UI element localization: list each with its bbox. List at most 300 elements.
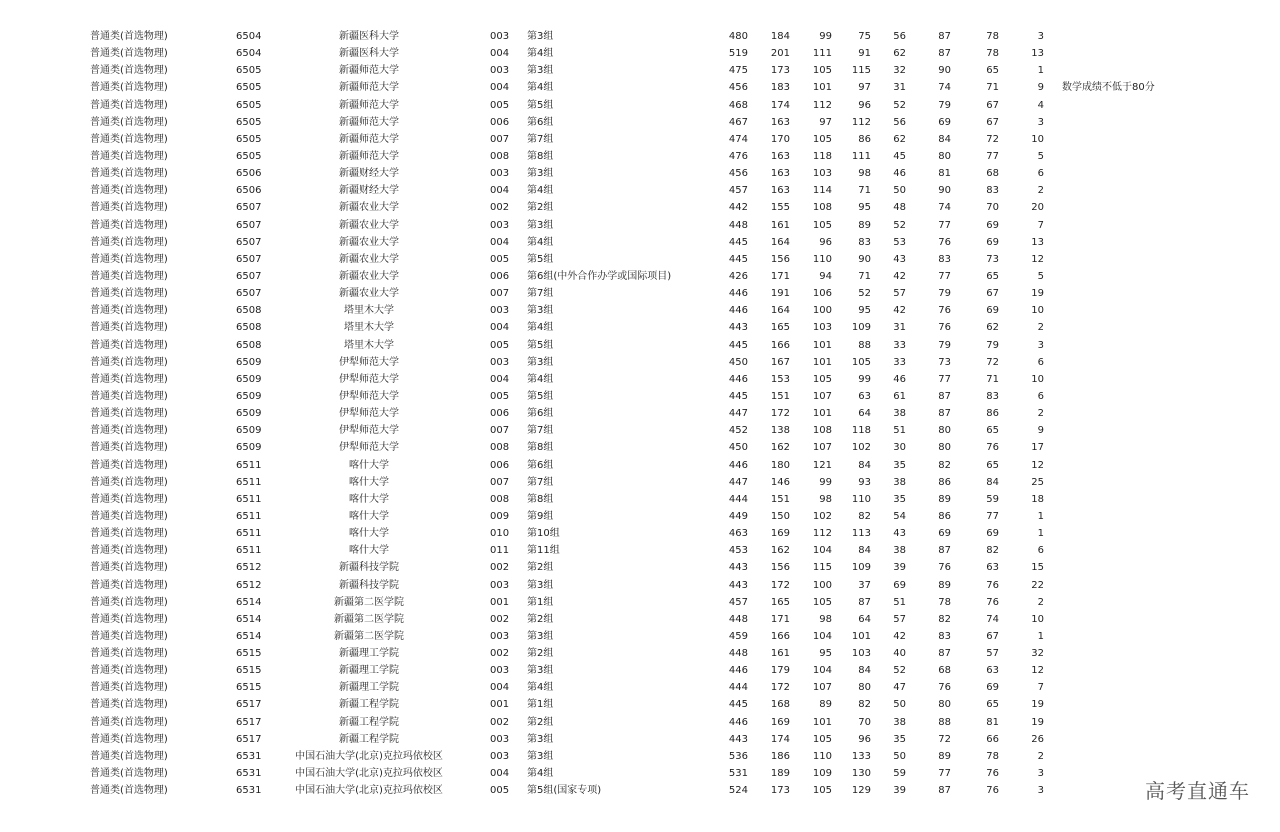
total-score-cell: 448 <box>728 219 748 231</box>
score-col-4-cell: 50 <box>893 699 906 711</box>
total-score-cell: 445 <box>728 253 748 265</box>
score-col-6-cell: 78 <box>986 48 999 60</box>
table-row <box>0 696 1280 713</box>
category-cell: 普通类(首选物理) <box>90 682 168 694</box>
category-cell: 普通类(首选物理) <box>90 339 168 351</box>
score-col-3-cell: 98 <box>858 168 871 180</box>
table-row <box>0 679 1280 696</box>
count-cell: 26 <box>1031 733 1044 745</box>
group-code-cell: 003 <box>490 630 510 642</box>
group-code-cell: 005 <box>490 99 510 111</box>
group-code-cell: 002 <box>490 648 510 660</box>
school-name-cell: 新疆财经大学 <box>339 168 399 180</box>
score-col-1-cell: 184 <box>770 31 790 42</box>
score-col-6-cell: 72 <box>986 133 999 145</box>
total-score-cell: 443 <box>728 733 748 745</box>
school-name-cell: 新疆理工学院 <box>339 665 399 677</box>
school-code-cell: 6511 <box>236 459 262 471</box>
group-name-cell: 第3组 <box>527 733 554 745</box>
score-col-2-cell: 105 <box>812 65 832 77</box>
count-cell: 6 <box>1037 168 1044 180</box>
score-col-1-cell: 146 <box>770 476 790 488</box>
table-row <box>0 748 1280 765</box>
score-col-2-cell: 112 <box>812 528 832 540</box>
score-col-2-cell: 105 <box>812 219 832 231</box>
score-col-1-cell: 150 <box>770 510 790 522</box>
school-name-cell: 新疆工程学院 <box>339 716 399 728</box>
score-col-6-cell: 69 <box>986 219 999 231</box>
group-name-cell: 第1组 <box>527 596 554 608</box>
count-cell: 18 <box>1031 493 1044 505</box>
group-code-cell: 006 <box>490 408 510 420</box>
score-col-3-cell: 82 <box>858 510 871 522</box>
total-score-cell: 446 <box>728 665 748 677</box>
category-cell: 普通类(首选物理) <box>90 442 168 454</box>
school-code-cell: 6508 <box>236 339 262 351</box>
school-code-cell: 6509 <box>236 356 262 368</box>
score-col-6-cell: 59 <box>986 493 999 505</box>
score-col-4-cell: 57 <box>893 288 906 300</box>
group-name-cell: 第3组 <box>527 356 554 368</box>
score-col-4-cell: 50 <box>893 185 906 197</box>
score-col-3-cell: 70 <box>858 716 871 728</box>
school-name-cell: 伊犁师范大学 <box>339 425 399 437</box>
score-col-6-cell: 67 <box>986 99 999 111</box>
score-col-6-cell: 77 <box>986 510 999 522</box>
school-code-cell: 6507 <box>236 270 262 282</box>
category-cell: 普通类(首选物理) <box>90 408 168 420</box>
group-name-cell: 第2组 <box>527 613 554 625</box>
group-code-cell: 005 <box>490 785 510 797</box>
score-col-5-cell: 86 <box>938 476 951 488</box>
group-name-cell: 第7组 <box>527 425 554 437</box>
count-cell: 19 <box>1031 699 1044 711</box>
score-col-2-cell: 96 <box>819 236 832 248</box>
score-col-1-cell: 167 <box>770 356 790 368</box>
group-name-cell: 第4组 <box>527 185 554 197</box>
table-row <box>0 28 1280 45</box>
score-col-1-cell: 156 <box>770 562 790 574</box>
score-col-1-cell: 169 <box>770 716 790 728</box>
group-code-cell: 003 <box>490 65 510 77</box>
group-code-cell: 003 <box>490 356 510 368</box>
group-code-cell: 004 <box>490 82 510 94</box>
group-name-cell: 第3组 <box>527 219 554 231</box>
score-col-6-cell: 78 <box>986 31 999 42</box>
score-col-6-cell: 71 <box>986 373 999 385</box>
score-col-1-cell: 163 <box>770 116 790 128</box>
school-name-cell: 伊犁师范大学 <box>339 390 399 402</box>
total-score-cell: 447 <box>728 408 748 420</box>
group-code-cell: 003 <box>490 579 510 591</box>
count-cell: 5 <box>1037 270 1044 282</box>
category-cell: 普通类(首选物理) <box>90 545 168 557</box>
score-col-3-cell: 37 <box>858 579 871 591</box>
score-col-4-cell: 45 <box>893 150 906 162</box>
group-name-cell: 第2组 <box>527 562 554 574</box>
group-name-cell: 第7组 <box>527 288 554 300</box>
school-code-cell: 6507 <box>236 202 262 214</box>
score-col-4-cell: 62 <box>893 133 906 145</box>
school-code-cell: 6514 <box>236 596 262 608</box>
score-col-1-cell: 151 <box>770 493 790 505</box>
score-col-5-cell: 76 <box>938 305 951 317</box>
total-score-cell: 531 <box>728 768 748 780</box>
score-col-6-cell: 65 <box>986 65 999 77</box>
table-row <box>0 199 1280 216</box>
category-cell: 普通类(首选物理) <box>90 733 168 745</box>
total-score-cell: 480 <box>728 31 748 42</box>
score-col-4-cell: 31 <box>893 82 906 94</box>
score-col-4-cell: 51 <box>893 596 906 608</box>
score-col-5-cell: 78 <box>938 596 951 608</box>
score-col-6-cell: 72 <box>986 356 999 368</box>
table-row <box>0 508 1280 525</box>
total-score-cell: 456 <box>728 82 748 94</box>
score-col-1-cell: 172 <box>770 682 790 694</box>
watermark-text: 高考直通车 <box>1145 779 1250 803</box>
table-row <box>0 731 1280 748</box>
table-row <box>0 628 1280 645</box>
total-score-cell: 456 <box>728 168 748 180</box>
score-col-6-cell: 69 <box>986 236 999 248</box>
group-name-cell: 第9组 <box>527 510 554 522</box>
category-cell: 普通类(首选物理) <box>90 373 168 385</box>
score-col-1-cell: 164 <box>770 236 790 248</box>
score-col-1-cell: 180 <box>770 459 790 471</box>
table-row <box>0 182 1280 199</box>
group-name-cell: 第5组 <box>527 339 554 351</box>
category-cell: 普通类(首选物理) <box>90 493 168 505</box>
group-code-cell: 003 <box>490 733 510 745</box>
score-col-5-cell: 86 <box>938 510 951 522</box>
total-score-cell: 446 <box>728 716 748 728</box>
group-code-cell: 003 <box>490 31 510 42</box>
school-code-cell: 6505 <box>236 82 262 94</box>
group-name-cell: 第4组 <box>527 373 554 385</box>
count-cell: 2 <box>1037 185 1044 197</box>
school-name-cell: 中国石油大学(北京)克拉玛依校区 <box>295 785 443 797</box>
score-col-5-cell: 89 <box>938 750 951 762</box>
count-cell: 1 <box>1037 65 1044 77</box>
table-row <box>0 268 1280 285</box>
score-col-5-cell: 81 <box>938 168 951 180</box>
score-col-2-cell: 94 <box>819 270 832 282</box>
school-code-cell: 6512 <box>236 579 262 591</box>
score-col-2-cell: 101 <box>812 408 832 420</box>
group-code-cell: 007 <box>490 288 510 300</box>
score-col-2-cell: 115 <box>812 562 832 574</box>
table-row <box>0 319 1280 336</box>
school-name-cell: 喀什大学 <box>349 510 389 522</box>
score-col-6-cell: 69 <box>986 305 999 317</box>
table-row <box>0 45 1280 62</box>
count-cell: 6 <box>1037 545 1044 557</box>
category-cell: 普通类(首选物理) <box>90 750 168 762</box>
score-col-2-cell: 110 <box>812 253 832 265</box>
group-name-cell: 第3组 <box>527 665 554 677</box>
group-code-cell: 004 <box>490 768 510 780</box>
score-col-6-cell: 81 <box>986 716 999 728</box>
table-row <box>0 577 1280 594</box>
group-code-cell: 002 <box>490 562 510 574</box>
total-score-cell: 443 <box>728 579 748 591</box>
school-name-cell: 新疆科技学院 <box>339 579 399 591</box>
score-col-5-cell: 80 <box>938 442 951 454</box>
score-col-1-cell: 162 <box>770 545 790 557</box>
school-code-cell: 6509 <box>236 373 262 385</box>
school-code-cell: 6509 <box>236 442 262 454</box>
score-col-3-cell: 86 <box>858 133 871 145</box>
score-col-5-cell: 79 <box>938 288 951 300</box>
score-col-1-cell: 138 <box>770 425 790 437</box>
table-row <box>0 645 1280 662</box>
category-cell: 普通类(首选物理) <box>90 356 168 368</box>
group-name-cell: 第6组(中外合作办学或国际项目) <box>527 270 672 282</box>
score-col-4-cell: 43 <box>893 253 906 265</box>
total-score-cell: 446 <box>728 288 748 300</box>
category-cell: 普通类(首选物理) <box>90 562 168 574</box>
score-col-3-cell: 130 <box>851 768 871 780</box>
score-col-3-cell: 52 <box>858 288 871 300</box>
total-score-cell: 467 <box>728 116 748 128</box>
score-col-5-cell: 72 <box>938 733 951 745</box>
school-code-cell: 6505 <box>236 133 262 145</box>
group-code-cell: 008 <box>490 442 510 454</box>
category-cell: 普通类(首选物理) <box>90 699 168 711</box>
score-col-2-cell: 99 <box>819 476 832 488</box>
score-col-5-cell: 69 <box>938 116 951 128</box>
table-row <box>0 782 1280 799</box>
score-col-4-cell: 38 <box>893 545 906 557</box>
score-col-1-cell: 151 <box>770 390 790 402</box>
total-score-cell: 446 <box>728 459 748 471</box>
score-col-1-cell: 165 <box>770 596 790 608</box>
score-col-1-cell: 179 <box>770 665 790 677</box>
total-score-cell: 524 <box>728 785 748 797</box>
score-col-5-cell: 80 <box>938 699 951 711</box>
score-col-3-cell: 113 <box>851 528 871 540</box>
score-col-4-cell: 52 <box>893 99 906 111</box>
count-cell: 13 <box>1031 236 1044 248</box>
count-cell: 19 <box>1031 716 1044 728</box>
admission-score-table <box>0 28 1280 799</box>
score-col-1-cell: 173 <box>770 785 790 797</box>
score-col-6-cell: 69 <box>986 528 999 540</box>
score-col-3-cell: 99 <box>858 373 871 385</box>
school-name-cell: 伊犁师范大学 <box>339 408 399 420</box>
school-name-cell: 塔里木大学 <box>344 305 394 317</box>
score-col-6-cell: 63 <box>986 562 999 574</box>
score-col-6-cell: 65 <box>986 270 999 282</box>
score-col-5-cell: 87 <box>938 545 951 557</box>
score-col-5-cell: 82 <box>938 459 951 471</box>
score-col-3-cell: 112 <box>851 116 871 128</box>
group-name-cell: 第8组 <box>527 493 554 505</box>
group-code-cell: 003 <box>490 665 510 677</box>
group-name-cell: 第3组 <box>527 630 554 642</box>
count-cell: 7 <box>1037 219 1044 231</box>
score-col-3-cell: 95 <box>858 202 871 214</box>
score-col-2-cell: 100 <box>812 579 832 591</box>
group-code-cell: 005 <box>490 390 510 402</box>
score-col-5-cell: 87 <box>938 648 951 660</box>
school-code-cell: 6505 <box>236 116 262 128</box>
total-score-cell: 474 <box>728 133 748 145</box>
category-cell: 普通类(首选物理) <box>90 82 168 94</box>
table-row <box>0 234 1280 251</box>
score-col-2-cell: 105 <box>812 785 832 797</box>
score-col-2-cell: 107 <box>812 390 832 402</box>
score-col-3-cell: 84 <box>858 545 871 557</box>
score-col-3-cell: 115 <box>851 65 871 77</box>
group-code-cell: 004 <box>490 682 510 694</box>
group-name-cell: 第5组 <box>527 253 554 265</box>
total-score-cell: 448 <box>728 613 748 625</box>
score-col-5-cell: 89 <box>938 579 951 591</box>
category-cell: 普通类(首选物理) <box>90 390 168 402</box>
score-col-1-cell: 171 <box>770 270 790 282</box>
score-col-4-cell: 52 <box>893 219 906 231</box>
category-cell: 普通类(首选物理) <box>90 596 168 608</box>
group-code-cell: 001 <box>490 699 510 711</box>
count-cell: 22 <box>1031 579 1044 591</box>
score-col-3-cell: 71 <box>858 185 871 197</box>
score-col-3-cell: 82 <box>858 699 871 711</box>
table-row <box>0 439 1280 456</box>
school-name-cell: 伊犁师范大学 <box>339 356 399 368</box>
score-col-2-cell: 95 <box>819 648 832 660</box>
group-code-cell: 006 <box>490 270 510 282</box>
score-col-1-cell: 163 <box>770 168 790 180</box>
score-col-6-cell: 79 <box>986 339 999 351</box>
score-col-6-cell: 67 <box>986 630 999 642</box>
school-name-cell: 新疆理工学院 <box>339 648 399 660</box>
score-col-5-cell: 77 <box>938 270 951 282</box>
group-code-cell: 009 <box>490 510 510 522</box>
score-col-3-cell: 133 <box>851 750 871 762</box>
school-code-cell: 6514 <box>236 613 262 625</box>
count-cell: 32 <box>1031 648 1044 660</box>
score-col-4-cell: 48 <box>893 202 906 214</box>
score-col-5-cell: 74 <box>938 82 951 94</box>
score-col-3-cell: 84 <box>858 459 871 471</box>
table-row <box>0 525 1280 542</box>
group-code-cell: 004 <box>490 185 510 197</box>
score-col-4-cell: 42 <box>893 630 906 642</box>
category-cell: 普通类(首选物理) <box>90 579 168 591</box>
school-name-cell: 新疆师范大学 <box>339 133 399 145</box>
school-code-cell: 6508 <box>236 305 262 317</box>
school-name-cell: 新疆财经大学 <box>339 185 399 197</box>
score-col-3-cell: 89 <box>858 219 871 231</box>
score-col-5-cell: 79 <box>938 99 951 111</box>
school-code-cell: 6511 <box>236 476 262 488</box>
category-cell: 普通类(首选物理) <box>90 305 168 317</box>
score-col-3-cell: 102 <box>851 442 871 454</box>
score-col-5-cell: 68 <box>938 665 951 677</box>
group-name-cell: 第4组 <box>527 682 554 694</box>
score-col-6-cell: 76 <box>986 768 999 780</box>
group-code-cell: 004 <box>490 322 510 334</box>
school-name-cell: 新疆工程学院 <box>339 733 399 745</box>
table-row <box>0 148 1280 165</box>
score-col-2-cell: 107 <box>812 682 832 694</box>
school-name-cell: 新疆医科大学 <box>339 31 399 42</box>
score-col-3-cell: 87 <box>858 596 871 608</box>
group-code-cell: 008 <box>490 493 510 505</box>
score-col-5-cell: 80 <box>938 425 951 437</box>
total-score-cell: 463 <box>728 528 748 540</box>
total-score-cell: 445 <box>728 699 748 711</box>
score-col-6-cell: 73 <box>986 253 999 265</box>
total-score-cell: 457 <box>728 185 748 197</box>
school-code-cell: 6507 <box>236 236 262 248</box>
score-col-2-cell: 105 <box>812 733 832 745</box>
school-name-cell: 新疆农业大学 <box>339 288 399 300</box>
category-cell: 普通类(首选物理) <box>90 168 168 180</box>
group-name-cell: 第8组 <box>527 150 554 162</box>
table-row <box>0 714 1280 731</box>
count-cell: 12 <box>1031 459 1044 471</box>
group-code-cell: 006 <box>490 459 510 471</box>
total-score-cell: 447 <box>728 476 748 488</box>
school-code-cell: 6512 <box>236 562 262 574</box>
school-code-cell: 6517 <box>236 716 262 728</box>
table-row <box>0 251 1280 268</box>
school-name-cell: 新疆师范大学 <box>339 116 399 128</box>
score-col-3-cell: 110 <box>851 493 871 505</box>
category-cell: 普通类(首选物理) <box>90 65 168 77</box>
score-col-1-cell: 168 <box>770 699 790 711</box>
score-col-2-cell: 108 <box>812 425 832 437</box>
score-col-6-cell: 74 <box>986 613 999 625</box>
total-score-cell: 459 <box>728 630 748 642</box>
school-code-cell: 6531 <box>236 785 262 797</box>
group-code-cell: 001 <box>490 596 510 608</box>
school-code-cell: 6517 <box>236 699 262 711</box>
score-col-3-cell: 80 <box>858 682 871 694</box>
school-code-cell: 6505 <box>236 150 262 162</box>
school-name-cell: 伊犁师范大学 <box>339 442 399 454</box>
score-col-5-cell: 69 <box>938 528 951 540</box>
table-row <box>0 388 1280 405</box>
score-col-4-cell: 69 <box>893 579 906 591</box>
score-col-6-cell: 67 <box>986 116 999 128</box>
score-col-2-cell: 89 <box>819 699 832 711</box>
score-col-1-cell: 164 <box>770 305 790 317</box>
score-col-1-cell: 161 <box>770 219 790 231</box>
count-cell: 3 <box>1037 785 1044 797</box>
count-cell: 12 <box>1031 665 1044 677</box>
count-cell: 5 <box>1037 150 1044 162</box>
group-name-cell: 第3组 <box>527 750 554 762</box>
table-row <box>0 765 1280 782</box>
count-cell: 6 <box>1037 356 1044 368</box>
score-col-5-cell: 90 <box>938 65 951 77</box>
count-cell: 2 <box>1037 322 1044 334</box>
school-name-cell: 喀什大学 <box>349 476 389 488</box>
score-col-4-cell: 57 <box>893 613 906 625</box>
score-col-4-cell: 47 <box>893 682 906 694</box>
school-code-cell: 6504 <box>236 48 262 60</box>
category-cell: 普通类(首选物理) <box>90 476 168 488</box>
category-cell: 普通类(首选物理) <box>90 425 168 437</box>
score-col-5-cell: 76 <box>938 236 951 248</box>
score-col-4-cell: 61 <box>893 390 906 402</box>
count-cell: 10 <box>1031 613 1044 625</box>
group-name-cell: 第7组 <box>527 476 554 488</box>
